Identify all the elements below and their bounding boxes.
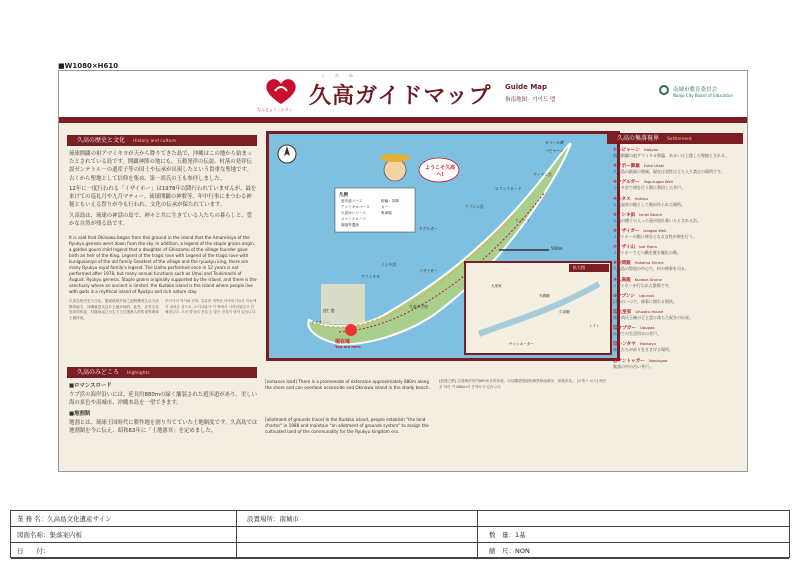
place-label: カベール岬 [545,140,564,145]
allotment-text: 地割とは、琉球王国時代に耕作地を割り当てていた土地制度です。久高島では地割制を今に伝え、昭和63年に「土地憲章」を定めました。 [69,420,258,435]
scale-field: 縮 尺：NON [489,547,530,555]
spot-description: かつての生活用水の井戸。 [613,331,661,337]
history-english: It is said that Okinawa began from this ground in the island that the Amamikiyo of the Ryukyu genesis went down from the sky. In addition, a legend of the staple grains origin, a golden gourd child legend that a daughter of Ghinzamu of the village founder gave birth an heir of the King, Legend of the tragic love with Legend of the tragic love with kunigusaniyo of the old family Greatest of the village and the ryuukyu king, there are many Ryukyu royal family's legend. The Izaiho performed once in 12 years is not performed after 1978, but many annual functions such as Umui and Tsukimachi of August. Ryukyu genesis. Staple grains originally supported by the island, and there is the sanctuary where an ancient is limited. the Kudaka island is the island where people live with gods is a mythical island of Ryukyu and rich nature stay. [69,235,257,294]
highlights-heading [67,367,257,378]
spot-item [613,277,741,289]
board-header [59,71,747,123]
spot-name-en: Habyan [643,147,659,152]
spot-description: 旧家の一つで、神事に関わる場所。 [613,298,677,304]
spot-name: ⑩ウプンシ [613,293,635,299]
spot-item [613,260,741,272]
title-block-row [11,527,789,543]
history-paragraph-3: 久高島は、琉球の神話の島で、神々と共に生きている人たちの暮らしと、豊かな自然が残る島です。 [69,213,253,228]
spot-description: イシキ浜で禊を行う際に利用した井戸。 [613,185,685,191]
subtitle-languages: 指南地图 · 가이드 맵 [505,97,556,103]
date-field: 日 付： [17,547,50,555]
legend-item: アマミキヨコース [341,205,370,209]
spot-description: 久高島の祭祀の中心で、村の神事を司る。 [613,266,689,272]
spot-description: イザイホーで七つ橋を渡る儀礼の場。 [613,250,681,256]
spot-item [613,341,741,353]
drawing-title-block [10,510,790,558]
history-paragraph-1: 琉球開闢の祖アマミキヨが天から降りてきた島で、沖縄はこの地から始まったとされている島です。開闢神節の地にも、五穀発祥の伝説、村落の発祥伝説ゼンテトル－の遺産子等の国土や伝承が出現したという貴重な聖地です。古くから聖地として信仰を集め、第一尚氏の王も参拝しました。 [69,151,253,182]
spots-heading [607,133,743,144]
dimension-label: ■W1080×H610 [58,62,119,70]
you-are-here-label [335,338,361,349]
spot-name-en: Upunshi [638,292,655,298]
spot-description: 第一尚氏王統の王と恋に落ちた祝女の伝承。 [613,315,693,320]
place-label: アタティー [311,320,330,325]
highlights-translation: [浪漫之路] 沿着海岸有约880米长的步道，可以眺望美丽的海景和南城市、冲绳本岛。 [로맨스 로드] 해안을 따라 약 880m의 산책로가 있습니다. [439,379,607,389]
spot-name-en: Izaigaa Well [643,228,667,233]
legend-title: 凡例 [339,193,348,198]
history-korean: 쿠다카의 역사와 문화. 류큐를 개벽한 아마미키요가 하늘에서 내려온 섬으로, 오키나와가 이 땅에서 시작되었다고 전해집니다. 오곡 발상의 전설 등 많은 전설이 남아 있습니다. [165,299,257,315]
divider [477,511,478,559]
spot-item [613,147,741,159]
legend-item: ロマンスロード [341,217,367,221]
spot-name: ⑧外間殿 [613,261,631,267]
spot-item [613,293,741,305]
scale-label: 500m [551,246,563,251]
spot-item [613,309,741,321]
history-heading [67,135,257,146]
place-label: イシキ浜 [381,262,397,267]
inset-place-label: トイレ [589,324,600,328]
legend-item: カー [381,205,389,209]
spot-name: ①ハビャーン [613,148,640,153]
spot-description: イザイホーの際に神女となる女性が禊を行う。 [613,234,697,239]
spot-description: 五穀の種子の入った壺が流れ着いたとされる浜。 [613,217,701,223]
spot-description: 五穀発祥の地として畑が作られた場所。 [613,201,685,207]
spot-item [613,179,741,191]
spot-description: 琉球開闢の祖アマミキヨ降臨、あるいは上陸した聖地とされる。 [613,153,729,158]
you-are-here-en: You are here [335,345,361,349]
spot-name-en: Hatasu [634,195,649,201]
legend-item: 遊歩道コース [341,199,363,203]
spot-description: 集落の中の古い井戸。 [613,363,653,369]
spot-name: ⑥イザイガー [613,229,640,234]
inset-place-label: 大里家 [491,284,502,288]
place-label: 徳仁港 [323,308,335,313]
spot-name-en: Hokama Shrine [634,260,664,266]
org-subname: Nanjo City Board of Education [673,93,733,98]
highlights-heading-en: Highlights [126,371,150,376]
logo-caption: なんじょう・シティ [257,107,293,112]
spot-name-en: Fubo Utaki [643,163,665,169]
history-heading-en: History and culture [132,139,176,144]
spot-name-en: Yagurugaa Well [643,179,673,185]
legend-item: 御嶽等遺跡 [341,223,359,227]
trail-text: ウプ浜の海岸沿いには、延長約880mの緑く舗装された遊歩道があり、美しい海の景色や南城市、沖縄本島を一望できます。 [69,392,258,407]
trail-title: ■ロマンスロード [69,383,112,389]
history-chinese: 久高岛的历史与文化。据说琉球开辟之祖阿摩美久从天而降的地方，冲绳就是从这片土地开始的。此外，还有五谷发祥的传说、村落始祖之女生下王位继承人的传说等琉球王朝传说。 [69,299,159,320]
org-emblem-icon [659,85,669,95]
history-heading-text: 久高の歴史と文化 [77,137,126,144]
spot-item [613,244,741,256]
place-label: ウパーマ [515,218,531,223]
title-block-row [11,543,789,559]
spot-name: ⑬ハンタヤ [613,342,636,348]
trail-english: [romance load] There is a promenade of extension approximately 880m along the shore and can overlook oceanside and Okinawa island in the shady beach. [265,379,430,390]
page-title: 久高ガイドマップ [309,84,492,109]
place-label: ハビャーン [545,148,564,153]
spots-heading-en: Settlement [666,137,692,142]
inset-title: 拡大図 [573,265,585,270]
spot-name-en: Upugaa [639,325,655,331]
spot-item [613,228,741,240]
inset-place-label: チャンネーター [509,342,534,346]
spot-item [613,212,741,224]
spot-name: ⑪大里家 [613,310,632,315]
business-name: 業 務 名：久高島文化遺産サイン [17,515,112,523]
spot-name: ④ハタス [613,196,631,202]
spot-name-en: Ufuzatu House [635,309,664,314]
title-ruby: くだか [321,73,363,78]
spot-name: ③ヤグルガー [613,180,640,186]
allotment-title: ■地割制 [69,411,91,417]
welcome-bubble: ようこそ久高へ! [424,165,455,178]
place-label: ヤグルガー [419,226,438,231]
spot-item [613,325,741,337]
you-are-here-text: 現在地 [335,339,351,345]
spot-name: ⑦イザイ山 [613,245,635,251]
spot-name-en: Ishiki Beach [639,211,663,217]
spot-name-en: Hantaya [639,341,656,347]
spot-item [613,358,741,370]
spots-heading-text: 久高の集落視界 [617,135,660,142]
spot-item [613,196,741,208]
quantity: 数 量：1基 [489,531,526,539]
inset-place-label: 久高殿 [559,310,570,314]
spot-name: ⑨久高殿 [613,277,631,283]
installation-place: 設置場所：南城市 [247,515,299,523]
spot-description: 神女たちが祈りをささげる場所。 [613,347,673,353]
legend-item: 乗車場 [381,211,392,215]
allotment-english: [allotment of grounds trace] In the Kudaka island, people establish "the land charter" in 1988 and maintain "an allotment of grounds system" to assign the cultivated land of the communality for the Ryukyu kingdom era. [265,417,429,434]
subtitle-english: Guide Map [505,83,548,91]
legend-item: 久高ゆいコース [341,211,366,215]
spot-name-en: Kudaka Shrine [634,276,662,282]
spot-name: ⑫ウプガー [613,326,636,332]
spot-name-en: Izai Yama [638,244,657,250]
highlights-heading-text: 久高のみどころ [77,369,120,376]
inset-place-label: 外間殿 [539,294,550,298]
place-label: アマミキヨ [361,274,380,279]
guide-map-board [58,70,748,472]
place-label: ウプンシ浜 [465,204,484,209]
spot-item [613,163,741,175]
place-label: イザイガー [419,268,438,273]
divider [236,511,237,559]
place-label: 久高中学校 [409,304,428,309]
spot-description: 久高島の最高の聖域。現在は男性は立ち入り禁止の場所です。 [613,169,725,175]
spot-name-en: Nantugaa [648,357,668,363]
spot-description: イザイホーが行われた祭場です。 [613,282,673,288]
place-label: アーマン浜 [533,172,552,177]
legend-item: 駐輪・昇降 [381,199,399,203]
spot-name: ⑭ナントゥガー [613,358,645,364]
drawing-name: 図面名称：集落案内板 [17,531,82,539]
spot-name: ⑤イシキ浜 [613,212,636,218]
history-paragraph-2: 12年に一度行われる「イザイホー」は1978年以降行われていませんが、最を来けての巡礼月や九月マティー、琉球開闢の神歌等、年中行事にまつわる神秘ともいえる祭りが今も行われ、文化の伝承が保たれています。 [69,186,257,209]
org-name: 南城市教育委員会 [673,87,718,93]
heart-logo-icon [263,77,299,105]
island-map [266,131,620,361]
title-block-row [11,511,789,527]
spot-name: ②フボー御嶽 [613,164,640,170]
place-label: ロマンスロード [495,186,522,191]
